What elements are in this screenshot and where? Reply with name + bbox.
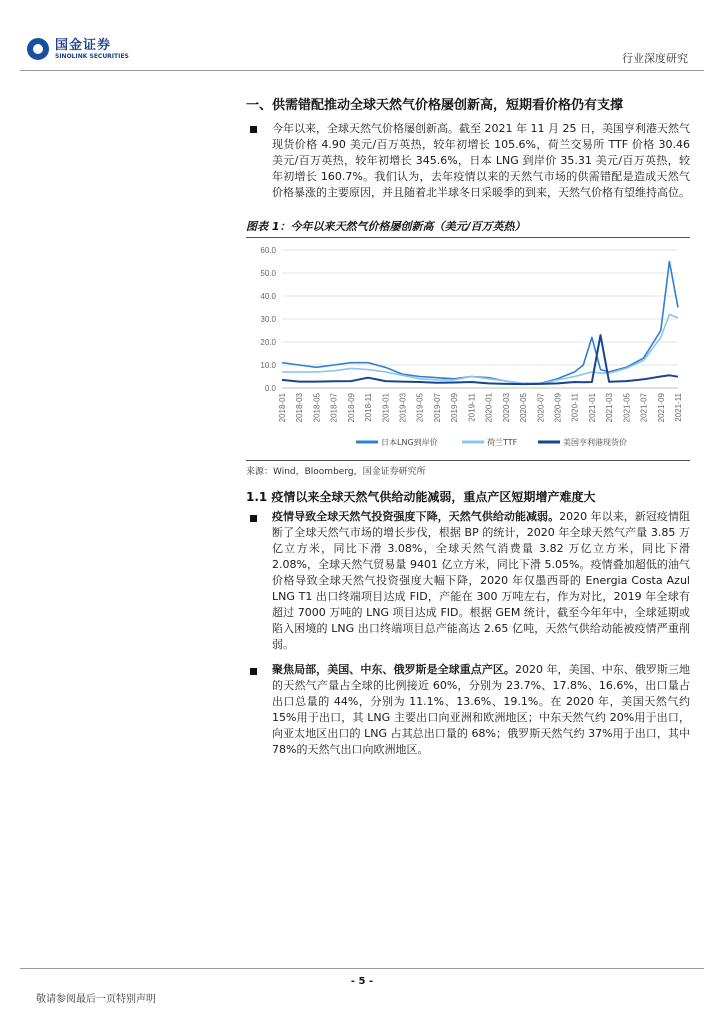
x-tick-label: 2021-11 [674,393,683,422]
y-tick-label: 40.0 [260,292,276,301]
intro-paragraph: 今年以来，全球天然气价格屡创新高。截至 2021 年 11 月 25 日，美国亨利港天然气现货价格 4.90 美元/百万英热，较年初增长 105.6%，荷兰交易所 TTF 价格 30.46 美元/百万英热，较年初增长 345.6%，日本 LNG 到岸价 35.31 美元/百万英热，较年初增长 160.7%。我们认为，去年疫情以来的天然气市场的供需错配是造成天然气价格暴涨的主要原因，并且随着北半球冬日采暖季的到来，天然气价格有望维持高位。 [272,122,690,199]
x-tick-label: 2021-03 [605,393,615,423]
x-tick-label: 2020-09 [553,393,563,423]
logo-cn-text: 国金证券 [55,37,112,53]
x-tick-label: 2018-05 [312,393,322,423]
supply-paragraph-body: 2020 年以来，新冠疫情阻断了全球天然气市场的增长步伐，根据 BP 的统计，2020 年全球天然气产量 3.85 万亿立方米，同比下滑 3.08%，全球天然气消费量 3.82 万亿立方米，同比下滑 2.08%，全球天然气贸易量 9401 亿立方米，同比下滑 5.05%。疫情叠加超低的油气价格导致全球天然气投资强度大幅下降，2020 年仅墨西哥的 Energia Costa Azul LNG T1 出口终端项目达成 FID，产能在 300 万吨左右，作为对比，2019 年全球有超过 7000 万吨的 LNG 项目达成 FID。根据 GEM 统计，截至今年年中，全球延期或陷入困境的 LNG 出口终端项目总产能高达 2.65 亿吨，天然气供给动能被疫情严重削弱。 [272,510,691,651]
x-tick-label: 2021-01 [587,393,597,423]
x-tick-label: 2020-11 [570,393,580,422]
header-divider [20,70,704,71]
series-line [282,314,678,384]
logo-en-text: SINOLINK SECURITIES [55,52,129,60]
x-tick-label: 2021-05 [622,393,632,423]
y-tick-label: 0.0 [264,384,276,393]
x-tick-label: 2018-09 [346,393,356,423]
supply-paragraph-lead: 疫情导致全球天然气投资强度下降，天然气供给动能减弱。 [272,510,560,523]
bullet-icon [250,668,257,675]
x-tick-label: 2018-03 [295,393,305,423]
regions-paragraph [272,662,690,758]
subsection-title: 1.1 疫情以来全球天然气供给动能减弱，重点产区短期增产难度大 [246,490,596,504]
x-tick-label: 2018-07 [329,393,339,423]
x-tick-label: 2019-11 [467,393,477,422]
footer-disclaimer: 敬请参阅最后一页特别声明 [36,994,156,1005]
legend-label: 荷兰TTF [487,438,518,447]
price-line-chart [246,238,690,458]
x-tick-label: 2019-07 [432,393,442,423]
x-tick-label: 2021-07 [639,393,649,423]
figure-bottom-divider [246,460,690,461]
supply-paragraph [272,509,690,653]
y-tick-label: 20.0 [260,338,276,347]
x-tick-label: 2020-05 [519,393,529,423]
x-tick-label: 2019-09 [450,393,460,423]
x-tick-label: 2018-11 [364,393,374,422]
x-tick-label: 2020-03 [501,393,511,423]
figure-source: 来源：Wind，Bloomberg，国金证券研究所 [246,467,426,477]
footer-divider [20,968,704,969]
y-tick-label: 60.0 [260,246,276,255]
page-number: - 5 - [350,976,374,987]
section-title: 一、供需错配推动全球天然气价格屡创新高，短期看价格仍有支撑 [246,98,624,113]
x-tick-label: 2018-01 [278,393,287,423]
regions-paragraph-body: 2020 年，美国、中东、俄罗斯三地的天然气产量占全球的比例接近 60%，分别为 23.7%、17.8%、16.6%，出口量占出口总量的 44%，分别为 11.1%、13.6%、19.1%。在 2020 年，美国天然气约 15%用于出口，其 LNG 主要出口向亚洲和欧洲地区；中东天然气约 20%用于出口，向亚太地区出口的 LNG 占其总出口量的 68%；俄罗斯天然气约 37%用于出口，其中 78%的天然气出口向欧洲地区。 [272,663,691,756]
y-tick-label: 50.0 [260,269,276,278]
x-tick-label: 2020-01 [484,393,494,423]
x-tick-label: 2019-01 [381,393,391,423]
y-tick-label: 30.0 [260,315,276,324]
legend-label: 美国亨利港现货价 [563,438,627,447]
legend-label: 日本LNG到岸价 [381,438,438,447]
x-tick-label: 2019-05 [415,393,425,423]
x-tick-label: 2019-03 [398,393,408,423]
bullet-icon [250,515,257,522]
regions-paragraph-lead: 聚焦局部，美国、中东、俄罗斯是全球重点产区。 [272,663,515,676]
x-tick-label: 2020-07 [536,393,546,423]
logo-mark-icon [27,38,49,60]
x-tick-label: 2021-09 [656,393,666,423]
report-category: 行业深度研究 [622,52,688,65]
figure-title: 图表 1：今年以来天然气价格屡创新高（美元/百万英热） [246,218,690,238]
y-tick-label: 10.0 [260,361,276,370]
company-logo [27,38,129,60]
bullet-icon [250,126,257,133]
